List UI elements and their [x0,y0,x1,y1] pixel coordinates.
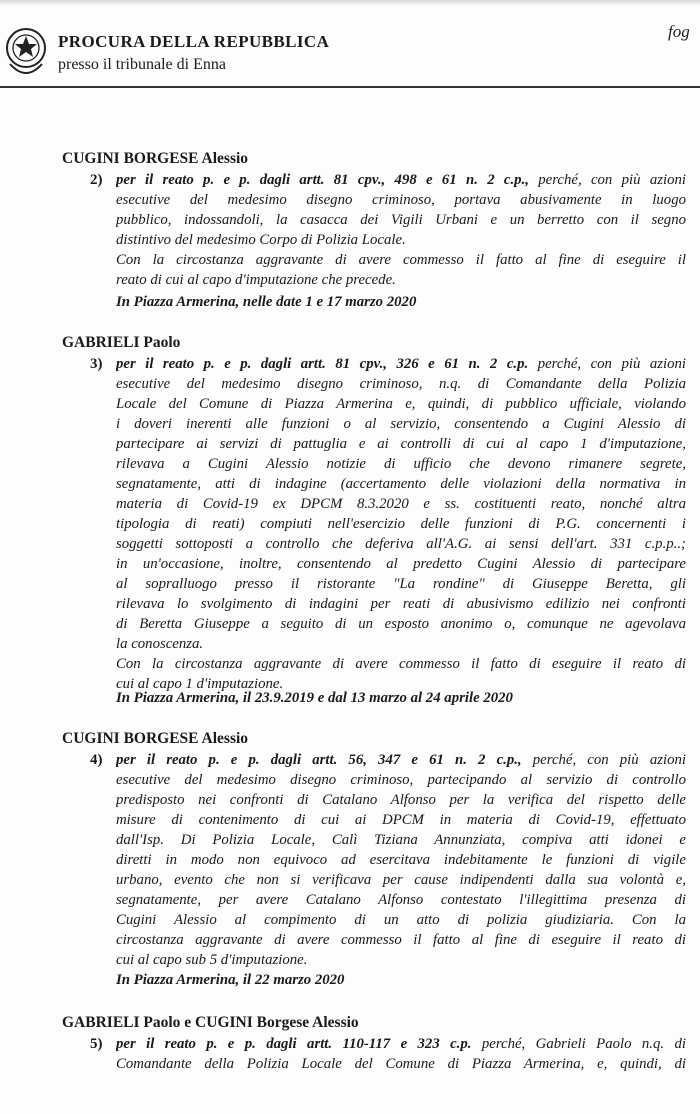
count-line: Con la circostanza aggravante di avere commesso il fatto di eseguire il reato di [116,656,686,672]
count-line: esecutive del medesimo disegno criminoso, n.q. di Comandante della Polizia [116,376,686,392]
count-line: esecutive del medesimo disegno criminoso, portava abusivamente in luogo [116,192,686,208]
count-line: partecipare ai servizi di pattuglia e ai controlli di cui al capo 1 d'imputazione, [116,436,686,452]
scan-edge-shadow [0,0,700,6]
place-date: In Piazza Armerina, il 22 marzo 2020 [116,972,345,988]
letterhead [0,10,700,90]
count-line: diretti in modo non equivoco ad esercitava indebitamente le funzioni di vigile [116,852,686,868]
defendant-name: GABRIELI Paolo [62,334,181,351]
count-line: distintivo del medesimo Corpo di Polizia Locale. [116,232,406,248]
count-line: misure di contenimento di cui ai DPCM in materia di Covid-19, effettuato [116,812,686,828]
defendant-name: CUGINI BORGESE Alessio [62,730,249,747]
count-line: in un'occasione, inoltre, consentendo al predetto Cugini Alessio di partecipare [116,556,686,572]
count-line: Cugini Alessio al compimento di un atto di polizia giudiziaria. Con la [116,912,686,928]
defendant-name: GABRIELI Paolo e CUGINI Borgese Alessio [62,1014,359,1031]
header-rule [0,86,700,88]
count-line: urbano, evento che non si verificava per cause indipendenti dalla sua volontà e, [116,872,686,888]
count-line: dall'Isp. Di Polizia Locale, Calì Tiziana Annunziata, compiva atti idonei e [116,832,686,848]
count-line: al sopralluogo presso il ristorante "La rondine" di Giuseppe Beretta, gli [116,576,686,592]
count-line: di Beretta Giuseppe a seguito di un esposto anonimo o, comunque ne agevolava [116,616,686,632]
count-line: pubblico, indossandoli, la casacca dei Vigili Urbani e un berretto con il segno [116,212,686,228]
count-line: i doveri inerenti alle funzioni o al servizio, consentendo a Cugini Alessio di [116,416,686,432]
office-name: PROCURA DELLA REPUBBLICA [58,32,330,51]
count-line: per il reato p. e p. dagli artt. 56, 347 e 61 n. 2 c.p., perché, con più azioni [116,752,686,768]
place-date: In Piazza Armerina, il 23.9.2019 e dal 13 marzo al 24 aprile 2020 [116,690,513,706]
count-line: circostanza aggravante di avere commesso il fatto al fine di eseguire il reato di [116,932,686,948]
count-line: rilevava a Cugini Alessio notizie di ufficio che devono rimanere segrete, [116,456,686,472]
count-line: soggetti sottoposti a controllo che deferiva all'A.G. ai sensi dell'art. 331 c.p.p..; [116,536,686,552]
count-line: segnatamente, per avere Catalano Alfonso contestato l'illegittima presenza di [116,892,686,908]
count-line: predisposto nei confronti di Catalano Alfonso per la verifica del rispetto delle [116,792,686,808]
count-number: 2) [90,172,103,188]
count-number: 3) [90,356,103,372]
count-line: Locale del Comune di Piazza Armerina e, quindi, di pubblico ufficiale, violando [116,396,686,412]
count-number: 5) [90,1036,103,1052]
defendant-name: CUGINI BORGESE Alessio [62,150,249,167]
count-line: materia di Covid-19 ex DPCM 8.3.2020 e ss. costituenti reato, nonché altra [116,496,686,512]
count-line: la conoscenza. [116,636,204,652]
count-line: cui al capo 1 d'imputazione. [116,676,284,692]
count-line: cui al capo sub 5 d'imputazione. [116,952,308,968]
count-line: per il reato p. e p. dagli artt. 110-117 e 323 c.p. perché, Gabrieli Paolo n.q. di [116,1036,686,1052]
sheet-mark: fog [668,22,690,41]
count-text [116,1034,686,1074]
count-line: reato di cui al capo d'imputazione che precede. [116,272,396,288]
office-seat: presso il tribunale di Enna [58,56,226,73]
count-number: 4) [90,752,103,768]
count-text [116,354,686,694]
italian-republic-emblem-icon [4,24,48,86]
count-line: per il reato p. e p. dagli artt. 81 cpv., 326 e 61 n. 2 c.p. perché, con più azioni [116,356,686,372]
count-line: segnatamente, atti di indagine (accertamento delle violazioni della normativa in [116,476,686,492]
count-line: Con la circostanza aggravante di avere commesso il fatto al fine di eseguire il [116,252,686,268]
count-line: per il reato p. e p. dagli artt. 81 cpv., 498 e 61 n. 2 c.p., perché, con più azioni [116,172,686,188]
count-line: esecutive del medesimo disegno criminoso, partecipando al servizio di controllo [116,772,686,788]
count-line: rilevava lo svolgimento di indagini per reati di abusivismo edilizio nei confronti [116,596,686,612]
count-line: Comandante della Polizia Locale del Comune di Piazza Armerina, e, quindi, di [116,1056,686,1072]
count-line: tipologia di reati) compiuti nell'esercizio delle funzioni di P.G. concernenti i [116,516,686,532]
place-date: In Piazza Armerina, nelle date 1 e 17 marzo 2020 [116,294,417,310]
count-text [116,750,686,970]
count-text [116,170,686,290]
